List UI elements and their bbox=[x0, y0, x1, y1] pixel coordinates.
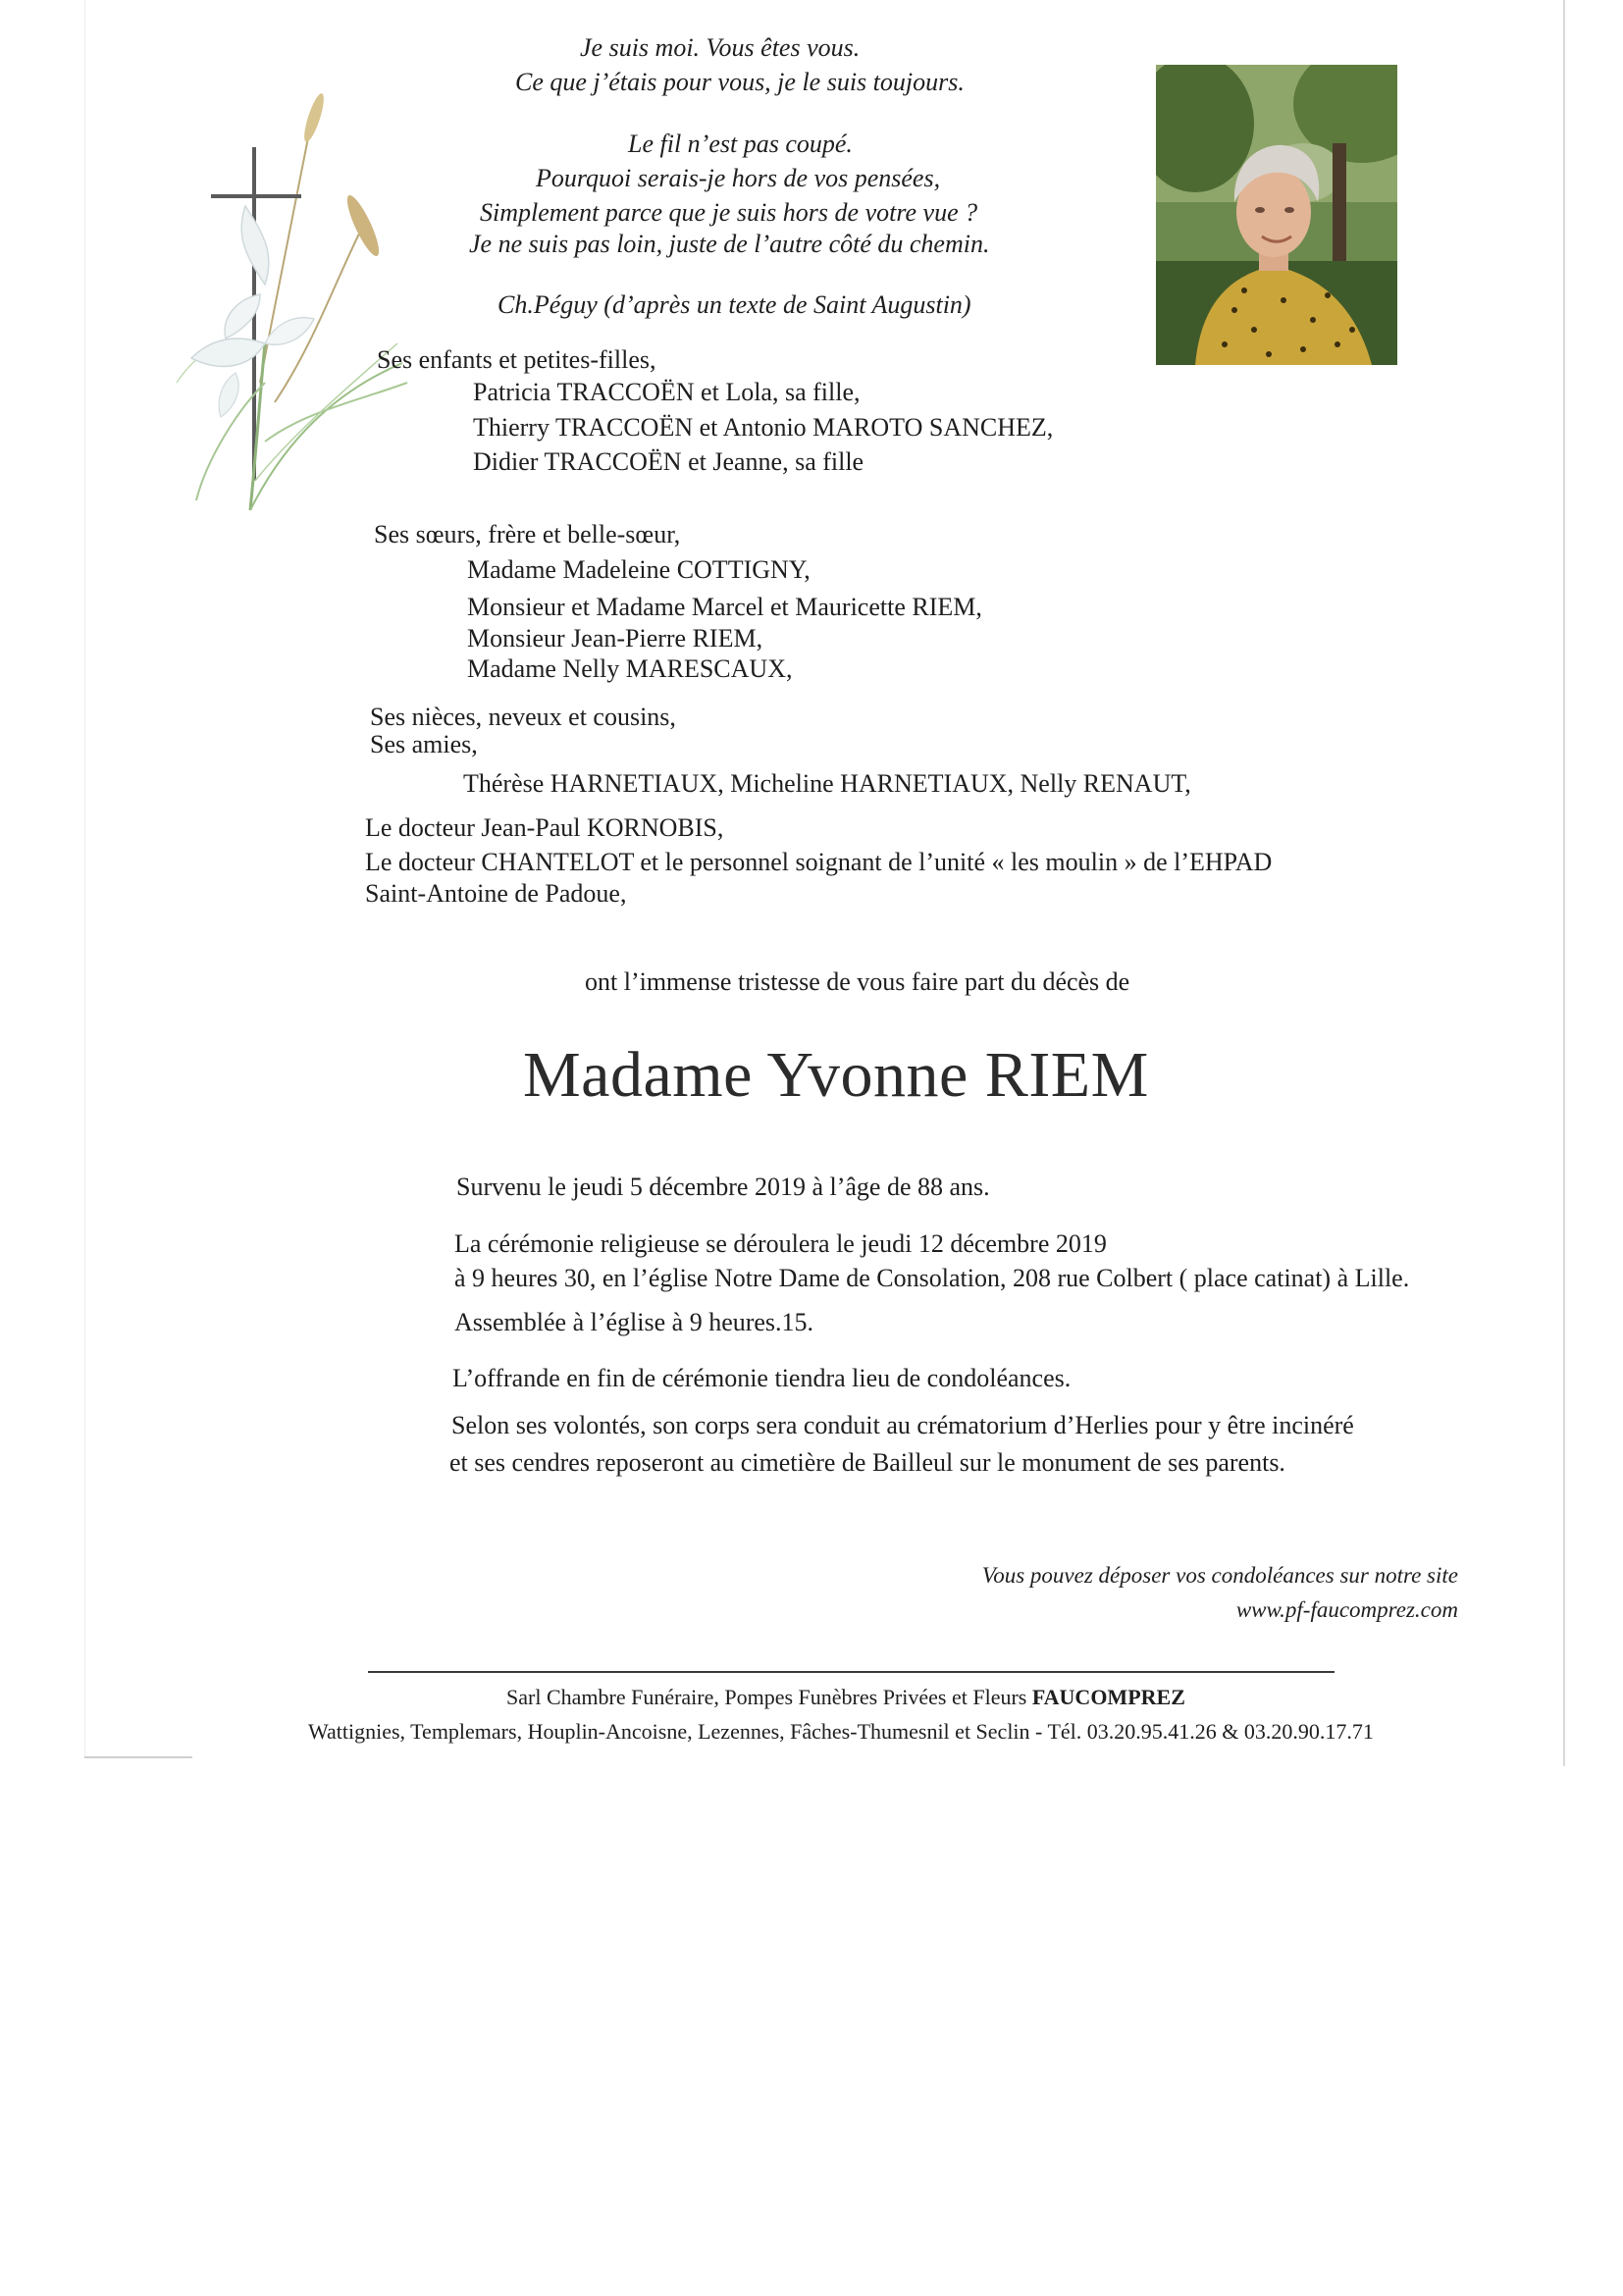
wishes-line-2: et ses cendres reposeront au cimetière de Bailleul sur le monument de ses parents. bbox=[449, 1448, 1285, 1477]
cross-lily-decoration bbox=[167, 88, 422, 520]
child-line-1: Patricia TRACCOËN et Lola, sa fille, bbox=[473, 378, 861, 406]
sibling-line-3: Monsieur Jean-Pierre RIEM, bbox=[467, 624, 763, 652]
footer-divider bbox=[368, 1671, 1335, 1673]
announcement-intro: ont l’immense tristesse de vous faire part du décès de bbox=[585, 967, 1130, 996]
poem-line-2: Ce que j’étais pour vous, je le suis toujours. bbox=[515, 68, 965, 96]
sibling-line-1: Madame Madeleine COTTIGNY, bbox=[467, 555, 811, 584]
footer-company-prefix: Sarl Chambre Funéraire, Pompes Funèbres Privées et Fleurs bbox=[506, 1685, 1027, 1709]
poem-line-4: Pourquoi serais-je hors de vos pensées, bbox=[536, 164, 941, 192]
doctor-line-2: Le docteur CHANTELOT et le personnel soignant de l’unité « les moulin » de l’EHPAD bbox=[365, 848, 1273, 876]
poem-line-1: Je suis moi. Vous êtes vous. bbox=[580, 33, 861, 62]
condolences-text: Vous pouvez déposer vos condoléances sur notre site bbox=[981, 1563, 1458, 1588]
sibling-line-2: Monsieur et Madame Marcel et Mauricette RIEM, bbox=[467, 593, 982, 621]
portrait-photo bbox=[1156, 65, 1397, 365]
portrait-icon bbox=[1156, 65, 1397, 365]
doctor-line-1: Le docteur Jean-Paul KORNOBIS, bbox=[365, 813, 724, 842]
poem-line-5: Simplement parce que je suis hors de votre vue ? bbox=[480, 198, 978, 227]
ceremony-line-1: La cérémonie religieuse se déroulera le jeudi 12 décembre 2019 bbox=[454, 1229, 1107, 1258]
scan-edge-left bbox=[84, 0, 85, 1756]
ceremony-line-2: à 9 heures 30, en l’église Notre Dame de Consolation, 208 rue Colbert ( place catinat) à Lille. bbox=[454, 1264, 1410, 1292]
friends-line: Thérèse HARNETIAUX, Micheline HARNETIAUX, Nelly RENAUT, bbox=[463, 769, 1191, 798]
footer-locations: Wattignies, Templemars, Houplin-Ancoisne, Lezennes, Fâches-Thumesnil et Seclin - Tél. 03.20.95.41.26 & 03.20.90.17.71 bbox=[308, 1719, 1374, 1744]
sibling-line-4: Madame Nelly MARESCAUX, bbox=[467, 654, 793, 683]
death-info: Survenu le jeudi 5 décembre 2019 à l’âge de 88 ans. bbox=[456, 1173, 990, 1201]
poem-attribution: Ch.Péguy (d’après un texte de Saint Augustin) bbox=[497, 290, 971, 319]
leaves-icon bbox=[177, 340, 407, 510]
assembly-info: Assemblée à l’église à 9 heures.15. bbox=[454, 1308, 814, 1336]
child-line-2: Thierry TRACCOËN et Antonio MAROTO SANCHEZ, bbox=[473, 413, 1054, 442]
poem-line-6: Je ne suis pas loin, juste de l’autre côté du chemin. bbox=[469, 230, 990, 258]
website-link[interactable]: www.pf-faucomprez.com bbox=[1235, 1597, 1458, 1622]
doctor-line-3: Saint-Antoine de Padoue, bbox=[365, 879, 627, 908]
footer-company bbox=[506, 1687, 1185, 1708]
nieces-heading: Ses nièces, neveux et cousins, bbox=[370, 703, 676, 731]
deceased-name: Madame Yvonne RIEM bbox=[523, 1039, 1149, 1111]
child-line-3: Didier TRACCOËN et Jeanne, sa fille bbox=[473, 447, 864, 476]
children-heading: Ses enfants et petites-filles, bbox=[377, 345, 656, 374]
poem-line-3: Le fil n’est pas coupé. bbox=[628, 130, 853, 158]
offering-info: L’offrande en fin de cérémonie tiendra lieu de condoléances. bbox=[452, 1364, 1072, 1392]
wishes-line-1: Selon ses volontés, son corps sera conduit au crématorium d’Herlies pour y être incinéré bbox=[451, 1411, 1354, 1439]
scan-edge-right bbox=[1563, 0, 1565, 1766]
scan-edge-bottom bbox=[84, 1756, 192, 1758]
siblings-heading: Ses sœurs, frère et belle-sœur, bbox=[374, 520, 681, 548]
wheat-icon bbox=[260, 91, 385, 402]
footer-company-name: FAUCOMPREZ bbox=[1031, 1685, 1185, 1709]
friends-heading: Ses amies, bbox=[370, 730, 478, 758]
